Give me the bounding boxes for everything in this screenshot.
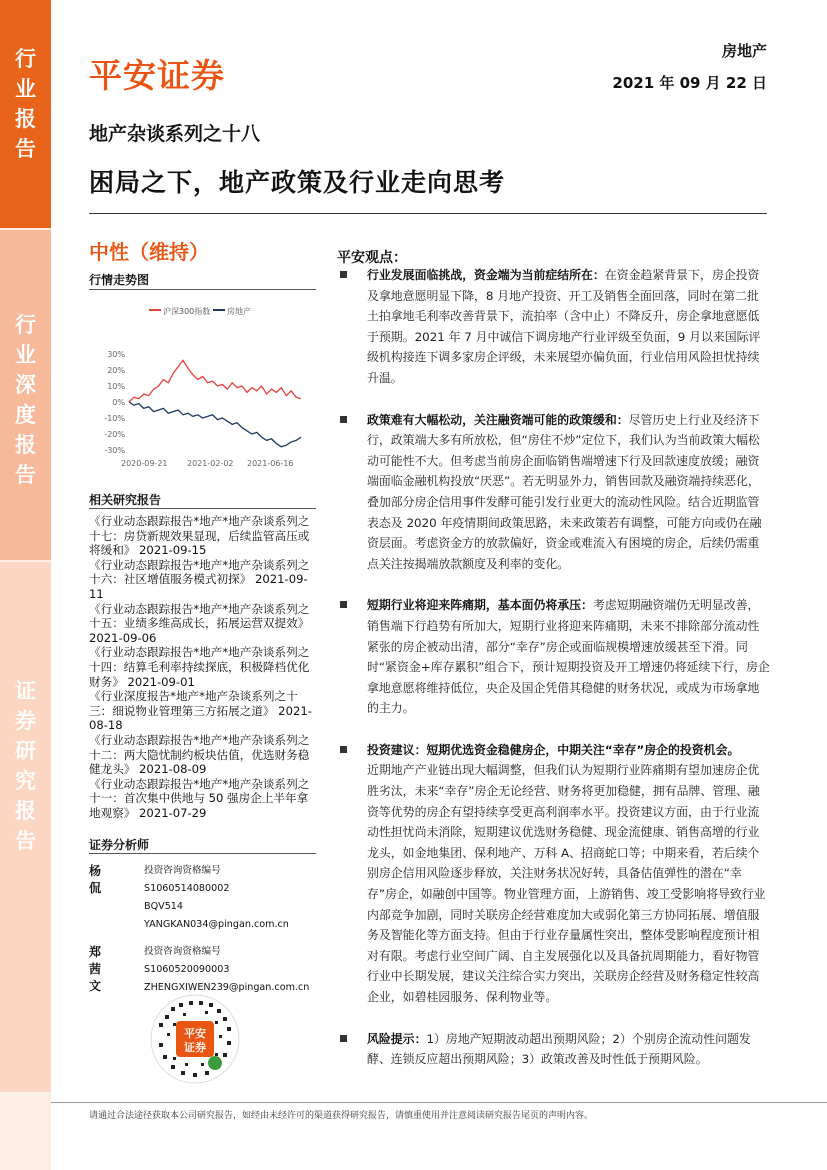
- y-tick-label: 20%: [107, 366, 125, 375]
- side-bar: [0, 0, 51, 1170]
- footer-divider: [51, 1102, 827, 1103]
- analyst-section-title: 证券分析师: [89, 838, 150, 852]
- report-title: 困局之下，地产政策及行业走向思考: [89, 168, 506, 197]
- viewpoint-body: 在资金趋紧背景下，房企投资及拿地意愿明显下降，8 月地产投资、开工及销售全面回落，同时在第二批土拍拿地毛利率改善背景下，流拍率（含中止）不降反升，房企拿地意愿低于预期。2021 年 7 月中诚信下调房地产行业评级至负面，9 月以来国际评级机构接连下调多家房企评级，未来展望亦偏负面，行业信用风险担忧持续升温。: [367, 268, 761, 385]
- related-section-divider: [89, 508, 316, 509]
- view-section-title: 平安观点：: [337, 250, 407, 266]
- trend-chart: [89, 290, 316, 480]
- related-report-link[interactable]: 《行业动态跟踪报告*地产*地产杂谈系列之十六：社区增值服务模式初探》 2021-09-11: [89, 557, 310, 601]
- viewpoint-item: [340, 595, 770, 719]
- footer-disclaimer: 请通过合法途径获取本公司研究报告，如经由未经许可的渠道获得研究报告，请慎重使用并注意阅读研究报告尾页的声明内容。: [89, 1111, 594, 1121]
- qr-logo-text-2: 证券: [184, 1041, 206, 1054]
- side-label-industry-deep-report: 行业深度报告: [0, 230, 51, 560]
- license-id-2: BQV514: [144, 901, 184, 912]
- y-tick-label: 30%: [107, 350, 125, 359]
- series-title: 地产杂谈系列之十八: [89, 123, 261, 145]
- rating-label: 中性（维持）: [89, 240, 209, 264]
- x-tick-label: 2021-06-16: [247, 459, 294, 468]
- analyst-info: [144, 862, 324, 934]
- series-line-hs300: [129, 360, 301, 402]
- legend-swatch-hs300: [149, 309, 161, 311]
- viewpoint-body: 考虑短期融资端仍无明显改善，销售端下行趋势有所加大，短期行业将迎来阵痛期，未来不排除部分流动性紧张的房企被动出清，部分“幸存”房企或面临规模增速放缓甚至下滑。同时“紧资金+库存累积”组合下，预计短期投资及开工增速仍将延续下行，房企拿地意愿将维持低位，央企及国企凭借其稳健的财务状况，或成为市场拿地的主力。: [367, 598, 770, 716]
- related-reports-list: [89, 514, 317, 820]
- chart-legend: [149, 306, 251, 316]
- viewpoint-heading: 投资建议：短期优选资金稳健房企，中期关注“幸存”房企的投资机会。: [367, 742, 740, 757]
- bullet-square-icon: [340, 601, 347, 608]
- viewpoint-heading: 风险提示：: [367, 1031, 427, 1046]
- related-report-link[interactable]: 《行业动态跟踪报告*地产*地产杂谈系列之十二：两大隐忧制约板块估值，优选财务稳健龙头》 2021-08-09: [89, 732, 310, 777]
- y-tick-label: -10%: [104, 414, 125, 423]
- related-report-link[interactable]: 《行业深度报告*地产*地产杂谈系列之十三：细说物业管理第三方拓展之道》 2021-08-18: [89, 689, 312, 733]
- y-axis-ticks: [104, 350, 125, 455]
- license-label: 投资咨询资格编号: [144, 865, 221, 876]
- report-date: 2021 年 09 月 22 日: [612, 74, 767, 92]
- viewpoint-item: [340, 740, 770, 1008]
- legend-label-realestate: 房地产: [227, 307, 251, 316]
- y-tick-label: -30%: [104, 446, 125, 455]
- legend-swatch-realestate: [213, 309, 225, 311]
- x-tick-label: 2021-02-02: [187, 459, 234, 468]
- related-report-link[interactable]: 《行业动态跟踪报告*地产*地产杂谈系列之十一：首次集中供地与 50 强房企上半年拿地观察》 2021-07-29: [89, 776, 310, 820]
- viewpoint-body: 1）房地产短期波动超出预期风险；2）个别房企流动性问题发酵、连锁反应超出预期风险；3）政策改善及时性低于预期风险。: [367, 1031, 751, 1067]
- viewpoint-heading: 行业发展面临挑战，资金端为当前症结所在：: [367, 268, 605, 282]
- side-label-industry-report: 行业报告: [0, 0, 51, 228]
- related-report-link[interactable]: 《行业动态跟踪报告*地产*地产杂谈系列之十七：房贷新规效果显现，后续监管高压或将缓和》 2021-09-15: [89, 514, 310, 558]
- viewpoint-item: [340, 410, 770, 575]
- trend-section-title: 行情走势图: [89, 273, 150, 287]
- analyst-email[interactable]: ZHENGXIWEN239@pingan.com.cn: [144, 982, 310, 993]
- viewpoint-heading: 政策难有大幅松动，关注融资端可能的政策缓和：: [367, 412, 629, 427]
- viewpoint-body: 尽管历史上行业及经济下行，政策端大多有所放松，但“房住不炒”定位下，我们认为当前政策大幅松动可能性不大。但考虑当前房企面临销售端增速下行及回款速度放缓；融资端面临金融机构投放“厌恶”。若无明显外力，销售回款及融资端持续恶化，叠加部分房企信用事件发酵可能引发行业更大的流动性风险。结合近期监管表态及 2020 年疫情期间政策思路，未来政策若有调整，可能方向或仍在融资层面。考虑资金方的放款偏好，资金或难流入有困境的房企，后续仍需重点关注按揭端放款额度及利率的变化。: [367, 412, 762, 571]
- mini-program-icon: [208, 1056, 222, 1070]
- y-tick-label: -20%: [104, 430, 125, 439]
- viewpoint-item: [340, 1029, 770, 1070]
- analyst-info: [144, 943, 324, 997]
- series-line-realestate: [129, 402, 301, 447]
- license-id: S1060514080002: [144, 883, 230, 894]
- y-tick-label: 0%: [112, 398, 125, 407]
- related-report-link[interactable]: 《行业动态跟踪报告*地产*地产杂谈系列之十五：业绩多维高成长，拓展运营双提效》 2021-09-06: [89, 601, 310, 645]
- header-divider: [89, 213, 767, 214]
- bullet-square-icon: [340, 1035, 347, 1042]
- viewpoint-list: [340, 265, 770, 1091]
- x-axis-ticks: [121, 459, 294, 468]
- viewpoint-item: [340, 265, 770, 389]
- analyst-section-divider: [89, 853, 316, 854]
- chart-series: [129, 360, 301, 446]
- qr-logo-text: 平安: [184, 1027, 206, 1040]
- analyst-name: 杨侃: [89, 864, 102, 895]
- qr-code-icon: [149, 993, 241, 1085]
- license-label: 投资咨询资格编号: [144, 946, 221, 957]
- sector-label: 房地产: [721, 42, 767, 60]
- side-label-securities-research: 证券研究报告: [0, 562, 51, 1092]
- analyst-name: 郑茜文: [89, 945, 102, 993]
- related-section-title: 相关研究报告: [89, 493, 162, 507]
- license-id: S1060520090003: [144, 964, 230, 975]
- x-tick-label: 2020-09-21: [121, 459, 168, 468]
- bullet-square-icon: [340, 271, 347, 278]
- y-tick-label: 10%: [107, 382, 125, 391]
- analyst-email[interactable]: YANGKAN034@pingan.com.cn: [144, 919, 289, 930]
- viewpoint-body: 近期地产产业链出现大幅调整，但我们认为短期行业阵痛期有望加速房企优胜劣汰，未来“幸存”房企无论经营、财务将更加稳健，拥有品牌、管理、融资等优势的房企有望持续享受更高利润率水平。投资建议方面，由于行业流动性担忧尚未消除，短期建议优选财务稳健、现金流健康、销售高增的行业龙头，如金地集团、保利地产、万科 A、招商蛇口等；中期来看，若后续个别房企信用风险逐步释放，关注财务状况好转，具备估值弹性的潜在“幸存”房企，如融创中国等。物业管理方面，上游销售、竣工受影响将导致行业内部竞争加剧，同时关联房企经营难度加大或弱化第三方协同拓展、增值服务及智能化等方面支持。但由于行业存量属性突出，整体受影响程度预计相对有限。考虑行业空间广阔、自主发展强化以及具备抗周期能力，看好物管行业中长期发展，建议关注综合实力突出，关联房企经营及财务稳定性较高企业，如碧桂园服务、保利物业等。: [367, 763, 766, 1004]
- company-logo: 平安证券: [89, 56, 225, 95]
- viewpoint-heading: 短期行业将迎来阵痛期，基本面仍将承压：: [367, 598, 593, 613]
- bullet-square-icon: [340, 746, 347, 753]
- related-report-link[interactable]: 《行业动态跟踪报告*地产*地产杂谈系列之十四：结算毛利率持续探底，积极降档优化财务》 2021-09-01: [89, 645, 310, 689]
- legend-label-hs300: 沪深300指数: [163, 307, 211, 316]
- bullet-square-icon: [340, 416, 347, 423]
